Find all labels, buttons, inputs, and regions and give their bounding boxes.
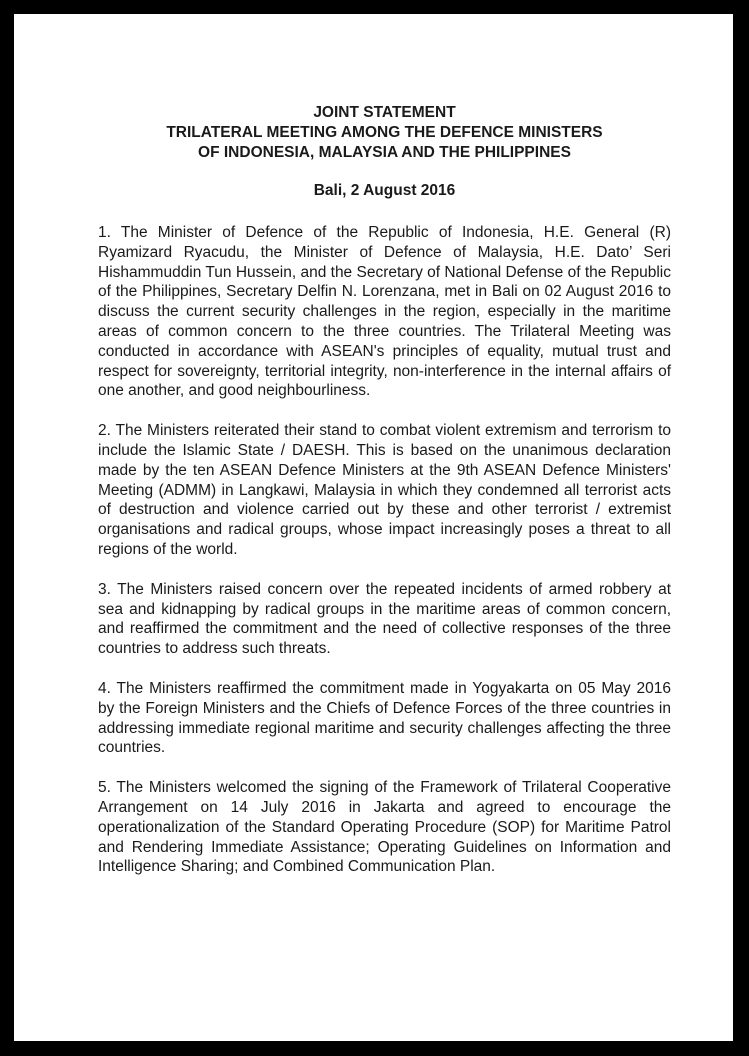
paragraph-2: 2. The Ministers reiterated their stand to combat violent extremism and terrorism to include the Islamic State / DAESH. This is based on the unanimous declaration made by the ten ASEAN Defence Ministers at the 9th ASEAN Defence Ministers' Meeting (ADMM) in Langkawi, Malaysia in which they condemned all terrorist acts of destruction and violence carried out by these and other terrorist / extremist organisations and radical groups, whose impact increasingly poses a threat to all regions of the world. bbox=[98, 422, 671, 558]
title-line-2: TRILATERAL MEETING AMONG THE DEFENCE MINISTERS bbox=[166, 124, 603, 141]
paragraph-3: 3. The Ministers raised concern over the repeated incidents of armed robbery at sea and kidnapping by radical groups in the maritime areas of common concern, and reaffirmed the commitment and the need of collective responses of the three countries to address such threats. bbox=[98, 580, 671, 658]
paragraph-4: 4. The Ministers reaffirmed the commitment made in Yogyakarta on 05 May 2016 by the Foreign Ministers and the Chiefs of Defence Forces of the three countries in addressing immediate regional maritime and security challenges affecting the three countries. bbox=[98, 679, 671, 757]
paragraph-5: 5. The Ministers welcomed the signing of the Framework of Trilateral Cooperative Arrangement on 14 July 2016 in Jakarta and agreed to encourage the operationalization of the Standard Operating Procedure (SOP) for Maritime Patrol and Rendering Immediate Assistance; Operating Guidelines on Information and Intelligence Sharing; and Combined Communication Plan. bbox=[98, 779, 671, 876]
dateline: Bali, 2 August 2016 bbox=[313, 182, 456, 199]
document-body bbox=[98, 103, 671, 897]
document-page bbox=[14, 14, 733, 1041]
title-line-1: JOINT STATEMENT bbox=[313, 104, 456, 121]
title-line-3: OF INDONESIA, MALAYSIA AND THE PHILIPPINES bbox=[198, 144, 571, 161]
paragraph-1: 1. The Minister of Defence of the Republic of Indonesia, H.E. General (R) Ryamizard Ryacudu, the Minister of Defence of Malaysia, H.E. Dato’ Seri Hishammuddin Tun Hussein, and the Secretary of National Defense of the Republic of the Philippines, Secretary Delfin N. Lorenzana, met in Bali on 02 August 2016 to discuss the current security challenges in the region, especially in the maritime areas of common concern to the three countries. The Trilateral Meeting was conducted in accordance with ASEAN's principles of equality, mutual trust and respect for sovereignty, territorial integrity, non-interference in the internal affairs of one another, and good neighbourliness. bbox=[98, 224, 671, 400]
